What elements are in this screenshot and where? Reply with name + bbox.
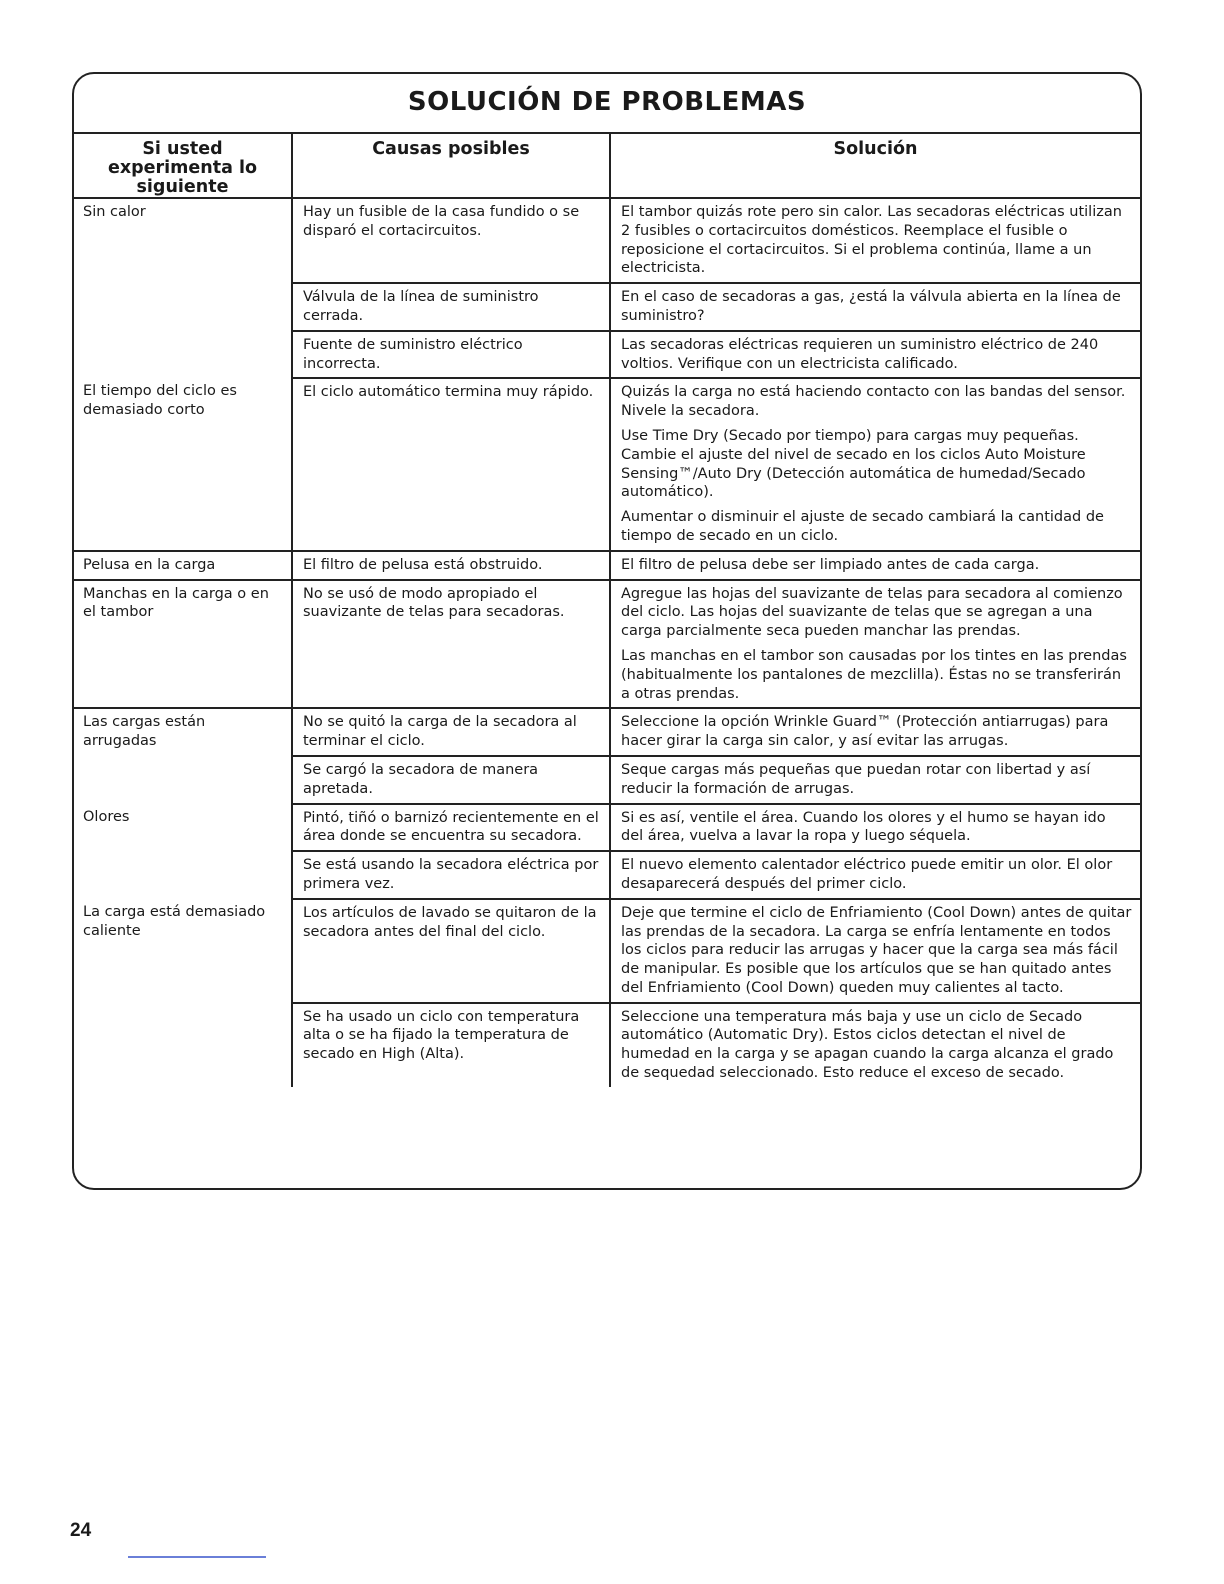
solution-paragraph: Agregue las hojas del suavizante de telas para secadora al comienzo del ciclo. Las hojas del suavizante de telas que se agregan a una carga parcialmente seca pueden manchar las prendas.	[621, 585, 1123, 640]
solution-cell	[610, 331, 1140, 379]
solution-cell	[610, 198, 1140, 283]
solution-paragraph: Seleccione la opción Wrinkle Guard™ (Protección antiarrugas) para hacer girar la carga sin calor, y así evitar las arrugas.	[621, 714, 1109, 750]
cause-cell: Válvula de la línea de suministro cerrada.	[292, 283, 610, 331]
solution-cell	[610, 899, 1140, 1003]
solution-cell	[610, 851, 1140, 899]
solution-cell	[610, 378, 1140, 550]
page-title: SOLUCIÓN DE PROBLEMAS	[74, 74, 1140, 134]
footer-rule	[128, 1556, 266, 1558]
table-row	[74, 899, 1140, 1003]
solution-cell	[610, 804, 1140, 852]
symptom-cell: Manchas en la carga o en el tambor	[74, 580, 292, 709]
page-number: 24	[70, 1520, 92, 1541]
symptom-cell: Pelusa en la carga	[74, 551, 292, 580]
solution-paragraph: Si es así, ventile el área. Cuando los olores y el humo se hayan ido del área, vuelva a lavar la ropa y luego séquela.	[621, 809, 1106, 845]
solution-paragraph: Las manchas en el tambor son causadas por los tintes en las prendas (habitualmente los pantalones de mezclilla). Éstas no se transferirán a otras prendas.	[621, 647, 1127, 702]
table-header-row	[74, 134, 1140, 198]
troubleshooting-frame	[72, 72, 1142, 1190]
cause-cell: Se cargó la secadora de manera apretada.	[292, 756, 610, 804]
solution-cell	[610, 283, 1140, 331]
troubleshooting-table	[74, 134, 1140, 1087]
solution-paragraph: Las secadoras eléctricas requieren un suministro eléctrico de 240 voltios. Verifique con un electricista calificado.	[621, 336, 1099, 372]
cause-cell: Hay un fusible de la casa fundido o se disparó el cortacircuitos.	[292, 198, 610, 283]
solution-cell	[610, 1003, 1140, 1087]
cause-cell: No se quitó la carga de la secadora al terminar el ciclo.	[292, 708, 610, 756]
table-row	[74, 198, 1140, 283]
symptom-cell: Las cargas están arrugadas	[83, 714, 206, 750]
cause-cell: Pintó, tiñó o barnizó recientemente en el área donde se encuentra su secadora.	[292, 804, 610, 852]
cause-cell: No se usó de modo apropiado el suavizante de telas para secadoras.	[292, 580, 610, 709]
table-row	[74, 378, 1140, 550]
symptom-cell: La carga está demasiado caliente	[83, 903, 266, 939]
table-row	[74, 708, 1140, 756]
cause-cell: El filtro de pelusa está obstruido.	[292, 551, 610, 580]
solution-cell	[610, 756, 1140, 804]
solution-cell	[610, 551, 1140, 580]
cause-cell: El ciclo automático termina muy rápido.	[292, 378, 610, 550]
table-row	[74, 580, 1140, 709]
symptom-cell: Olores	[83, 808, 130, 825]
solution-paragraph: El filtro de pelusa debe ser limpiado antes de cada carga.	[621, 556, 1040, 573]
solution-paragraph: Quizás la carga no está haciendo contacto con las bandas del sensor. Nivele la secadora.	[621, 384, 1126, 420]
table-body	[74, 198, 1140, 1087]
header-symptom: Si usted experimenta lo siguiente	[74, 134, 292, 198]
header-solution: Solución	[610, 134, 1140, 198]
symptom-cell: El tiempo del ciclo es demasiado corto	[74, 378, 292, 550]
cause-cell: Fuente de suministro eléctrico incorrecta.	[292, 331, 610, 379]
cause-cell: Se está usando la secadora eléctrica por primera vez.	[292, 851, 610, 899]
solution-cell	[610, 580, 1140, 709]
solution-paragraph: En el caso de secadoras a gas, ¿está la válvula abierta en la línea de suministro?	[621, 289, 1121, 324]
solution-paragraph: Use Time Dry (Secado por tiempo) para cargas muy pequeñas. Cambie el ajuste del nivel de secado en los ciclos Auto Moisture Sensing™/Auto Dry (Detección automática de humedad/Secado automático).	[621, 427, 1086, 501]
cause-cell: Se ha usado un ciclo con temperatura alta o se ha fijado la temperatura de secado en High (Alta).	[292, 1003, 610, 1087]
solution-paragraph: El tambor quizás rote pero sin calor. Las secadoras eléctricas utilizan 2 fusibles o cortacircuitos domésticos. Reemplace el fusible o reposicione el cortacircuitos. Si el problema continúa, llame a un electricista.	[621, 204, 1122, 277]
table-row	[74, 804, 1140, 852]
solution-paragraph: Deje que termine el ciclo de Enfriamiento (Cool Down) antes de quitar las prendas de la secadora. La carga se enfría lentamente en todos los ciclos para reducir las arrugas y hacer que la carga sea más fácil de manipular. Es posible que los artículos que se han quitado antes del Enfriamiento (Cool Down) queden muy calientes al tacto.	[621, 904, 1132, 996]
solution-paragraph: Aumentar o disminuir el ajuste de secado cambiará la cantidad de tiempo de secado en un ciclo.	[621, 509, 1104, 544]
solution-paragraph: El nuevo elemento calentador eléctrico puede emitir un olor. El olor desaparecerá después del primer ciclo.	[621, 857, 1113, 892]
cause-cell: Los artículos de lavado se quitaron de la secadora antes del final del ciclo.	[292, 899, 610, 1003]
solution-cell	[610, 708, 1140, 756]
symptom-cell: Sin calor	[83, 204, 146, 220]
table-row	[74, 551, 1140, 580]
header-cause: Causas posibles	[292, 134, 610, 198]
solution-paragraph: Seleccione una temperatura más baja y use un ciclo de Secado automático (Automatic Dry). Estos ciclos detectan el nivel de humedad en la carga y se apagan cuando la carga alcanza el grado de sequedad seleccionado. Esto reduce el exceso de secado.	[621, 1008, 1114, 1082]
solution-paragraph: Seque cargas más pequeñas que puedan rotar con libertad y así reducir la formación de arrugas.	[621, 761, 1091, 797]
